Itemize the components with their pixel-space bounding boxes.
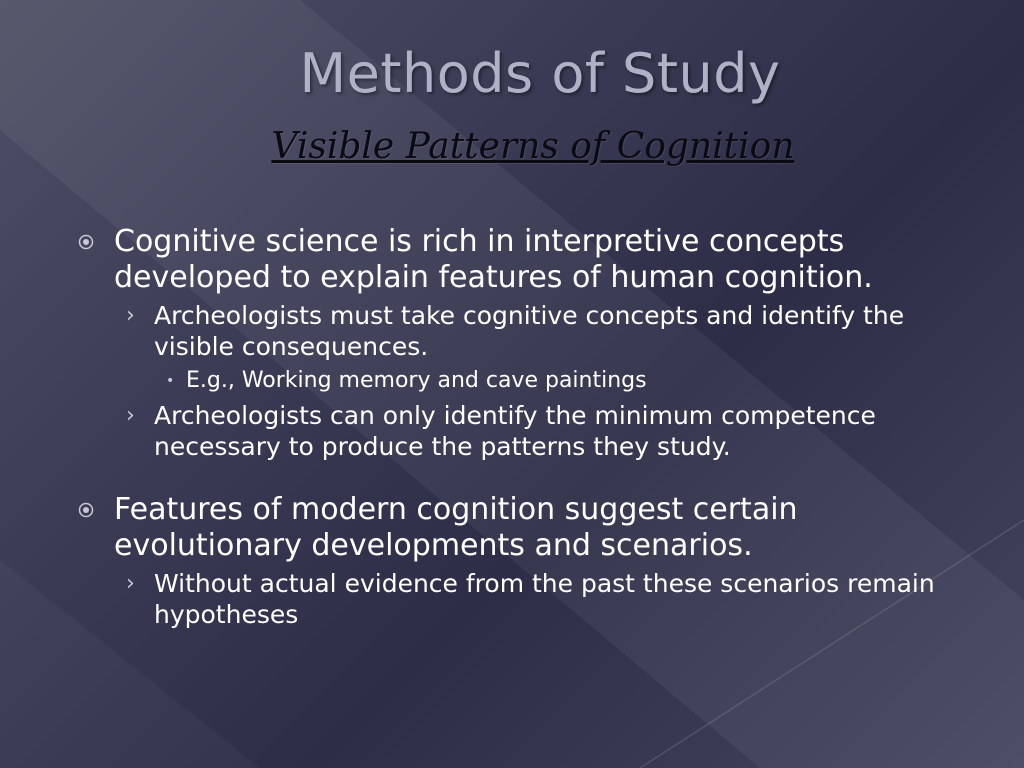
bullet-1-1	[72, 300, 972, 362]
chevron-right-icon: ›	[126, 403, 135, 428]
small-dot-bullet-icon: •	[166, 373, 175, 389]
slide-subtitle: Visible Patterns of Cognition	[271, 126, 795, 167]
bullet-1-1-1	[72, 366, 972, 396]
bullet-1-1-text: Archeologists must take cognitive concepts and identify the visible consequences.	[154, 301, 905, 361]
slide-body	[72, 224, 972, 630]
circled-dot-bullet-icon	[78, 234, 94, 250]
bullet-1-1-1-text: E.g., Working memory and cave paintings	[186, 368, 647, 393]
bullet-2	[72, 492, 972, 564]
bullet-2-text: Features of modern cognition suggest certain evolutionary developments and scenarios.	[114, 492, 798, 563]
circled-dot-bullet-icon	[78, 502, 94, 518]
bullet-1-text: Cognitive science is rich in interpretive concepts developed to explain features of human cognition.	[114, 224, 873, 295]
bullet-2-1	[72, 568, 972, 630]
chevron-right-icon: ›	[126, 303, 135, 328]
bullet-1-2-text: Archeologists can only identify the minimum competence necessary to produce the patterns they study.	[154, 401, 876, 461]
slide-title: Methods of Study	[299, 42, 781, 105]
bullet-2-1-text: Without actual evidence from the past these scenarios remain hypotheses	[154, 569, 935, 629]
chevron-right-icon: ›	[126, 571, 135, 596]
bullet-1-2	[72, 400, 972, 462]
bullet-1	[72, 224, 972, 296]
